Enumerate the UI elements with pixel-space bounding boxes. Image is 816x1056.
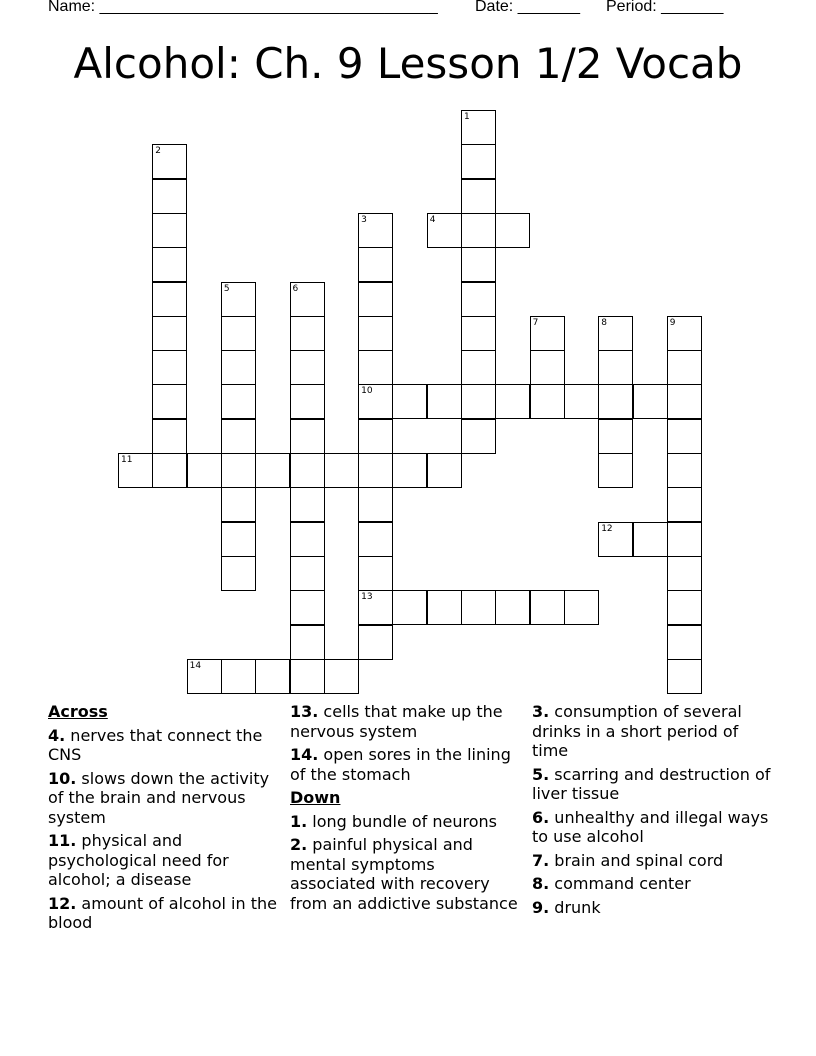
crossword-cell[interactable] bbox=[290, 522, 325, 557]
crossword-cell[interactable] bbox=[358, 350, 393, 385]
crossword-cell[interactable] bbox=[667, 487, 702, 522]
clue-across-14: 14. open sores in the lining of the stomach bbox=[290, 745, 511, 784]
crossword-cell[interactable] bbox=[358, 556, 393, 591]
clue-number: 8 bbox=[601, 317, 607, 328]
crossword-cell[interactable] bbox=[152, 419, 187, 454]
clue-number: 1 bbox=[464, 112, 470, 122]
crossword-cell[interactable] bbox=[358, 213, 393, 248]
crossword-cell[interactable] bbox=[187, 659, 222, 694]
crossword-cell[interactable] bbox=[290, 350, 325, 385]
crossword-cell[interactable] bbox=[290, 384, 325, 419]
crossword-cell[interactable] bbox=[152, 316, 187, 351]
crossword-cell[interactable] bbox=[152, 144, 187, 179]
crossword-cell[interactable] bbox=[667, 384, 702, 419]
crossword-cell[interactable] bbox=[152, 282, 187, 317]
clue-number: 11 bbox=[121, 455, 133, 465]
crossword-cell[interactable] bbox=[358, 625, 393, 660]
crossword-cell[interactable] bbox=[667, 453, 702, 488]
crossword-cell[interactable] bbox=[358, 453, 393, 488]
clue-number: 12 bbox=[601, 523, 613, 534]
crossword-cell[interactable] bbox=[461, 247, 496, 282]
crossword-cell[interactable] bbox=[152, 213, 187, 248]
crossword-cell[interactable] bbox=[461, 213, 496, 248]
clue-across-13: 13. cells that make up the nervous system bbox=[290, 702, 503, 741]
clue-down-9: 9. drunk bbox=[532, 897, 601, 917]
crossword-cell[interactable] bbox=[358, 316, 393, 351]
period-field[interactable]: Period: _______ bbox=[606, 0, 724, 15]
clue-number: 4 bbox=[429, 214, 436, 225]
crossword-cell[interactable] bbox=[290, 453, 325, 488]
crossword-cell[interactable] bbox=[598, 384, 633, 419]
crossword-cell[interactable] bbox=[290, 316, 325, 351]
down-heading: Down bbox=[290, 788, 341, 807]
crossword-cell[interactable] bbox=[427, 453, 462, 488]
clue-number: 13 bbox=[361, 592, 373, 603]
clues-column-3 bbox=[532, 702, 772, 921]
crossword-cell[interactable] bbox=[667, 659, 702, 694]
clue-number: 14 bbox=[189, 660, 202, 671]
crossword-cell[interactable] bbox=[530, 384, 565, 419]
crossword-cell[interactable] bbox=[358, 384, 393, 419]
clue-across-4: 4. nerves that connect the CNS bbox=[48, 725, 263, 764]
crossword-cell[interactable] bbox=[427, 213, 462, 248]
crossword-cell[interactable] bbox=[598, 350, 633, 385]
across-heading: Across bbox=[48, 702, 108, 721]
clue-down-6: 6. unhealthy and illegal ways to use alcohol bbox=[532, 807, 769, 846]
crossword-cell[interactable] bbox=[461, 179, 496, 214]
crossword-cell[interactable] bbox=[598, 453, 633, 488]
clue-down-2: 2. painful physical and mental symptoms associated with recovery from an addictive substance bbox=[290, 835, 518, 913]
name-field[interactable]: Name: ______________________________________ bbox=[48, 0, 438, 15]
clue-number: 7 bbox=[532, 317, 539, 328]
clue-down-8: 8. command center bbox=[532, 874, 691, 893]
crossword-cell[interactable] bbox=[564, 384, 599, 419]
crossword-cell[interactable] bbox=[564, 590, 599, 625]
crossword-cell[interactable] bbox=[221, 487, 256, 522]
crossword-cell[interactable] bbox=[427, 590, 462, 625]
crossword-cell[interactable] bbox=[667, 522, 702, 557]
clue-number: 2 bbox=[155, 146, 162, 157]
crossword-cell[interactable] bbox=[358, 419, 393, 454]
crossword-cell[interactable] bbox=[221, 350, 256, 385]
crossword-cell[interactable] bbox=[152, 247, 187, 282]
crossword-cell[interactable] bbox=[495, 384, 530, 419]
crossword-cell[interactable] bbox=[152, 384, 187, 419]
crossword-cell[interactable] bbox=[598, 419, 633, 454]
clue-number: 5 bbox=[223, 283, 230, 294]
crossword-cell[interactable] bbox=[461, 282, 496, 317]
crossword-cell[interactable] bbox=[255, 659, 290, 694]
crossword-cell[interactable] bbox=[598, 316, 633, 351]
crossword-cell[interactable] bbox=[290, 419, 325, 454]
crossword-cell[interactable] bbox=[667, 625, 702, 660]
crossword-cell[interactable] bbox=[358, 522, 393, 557]
clue-number: 10 bbox=[361, 386, 373, 397]
crossword-cell[interactable] bbox=[290, 590, 325, 625]
crossword-cell[interactable] bbox=[290, 659, 325, 694]
crossword-cell[interactable] bbox=[324, 659, 359, 694]
clue-number: 3 bbox=[361, 214, 367, 225]
crossword-cell[interactable] bbox=[633, 384, 668, 419]
crossword-cell[interactable] bbox=[358, 247, 393, 282]
crossword-cell[interactable] bbox=[358, 487, 393, 522]
crossword-cell[interactable] bbox=[152, 179, 187, 214]
clue-down-5: 5. scarring and destruction of liver tissue bbox=[532, 764, 771, 803]
crossword-cell[interactable] bbox=[461, 384, 496, 419]
crossword-cell[interactable] bbox=[221, 316, 256, 351]
crossword-cell[interactable] bbox=[667, 590, 702, 625]
clue-number: 6 bbox=[292, 283, 299, 294]
crossword-cell[interactable] bbox=[255, 453, 290, 488]
clues-column-1 bbox=[48, 702, 280, 937]
crossword-cell[interactable] bbox=[290, 282, 325, 317]
page-title: Alcohol: Ch. 9 Lesson 1/2 Vocab bbox=[73, 39, 743, 88]
crossword-cell[interactable] bbox=[290, 625, 325, 660]
crossword-cell[interactable] bbox=[290, 487, 325, 522]
clue-across-12: 12. amount of alcohol in the blood bbox=[48, 893, 277, 932]
crossword-cell[interactable] bbox=[530, 590, 565, 625]
crossword-cell[interactable] bbox=[187, 453, 222, 488]
crossword-cell[interactable] bbox=[221, 282, 256, 317]
crossword-cell[interactable] bbox=[324, 453, 359, 488]
crossword-cell[interactable] bbox=[221, 384, 256, 419]
crossword-cell[interactable] bbox=[221, 419, 256, 454]
crossword-cell[interactable] bbox=[152, 350, 187, 385]
crossword-cell[interactable] bbox=[152, 453, 187, 488]
crossword-cell[interactable] bbox=[290, 556, 325, 591]
crossword-cell[interactable] bbox=[461, 350, 496, 385]
crossword-cell[interactable] bbox=[427, 384, 462, 419]
crossword-cell[interactable] bbox=[392, 453, 427, 488]
crossword-cell[interactable] bbox=[221, 556, 256, 591]
crossword-cell[interactable] bbox=[495, 590, 530, 625]
crossword-cell[interactable] bbox=[461, 144, 496, 179]
crossword-cell[interactable] bbox=[461, 419, 496, 454]
clue-across-11: 11. physical and psychological need for alcohol; a disease bbox=[48, 831, 229, 889]
crossword-cell[interactable] bbox=[667, 419, 702, 454]
crossword-cell[interactable] bbox=[667, 556, 702, 591]
crossword-cell[interactable] bbox=[221, 453, 256, 488]
crossword-cell[interactable] bbox=[530, 316, 565, 351]
clues-column-2 bbox=[290, 702, 522, 917]
date-field[interactable]: Date: _______ bbox=[475, 0, 580, 15]
clue-down-3: 3. consumption of several drinks in a short period of time bbox=[532, 702, 742, 760]
crossword-cell[interactable] bbox=[118, 453, 153, 488]
crossword-cell[interactable] bbox=[461, 316, 496, 351]
clue-down-1: 1. long bundle of neurons bbox=[290, 811, 498, 831]
crossword-cell[interactable] bbox=[461, 590, 496, 625]
crossword-cell[interactable] bbox=[633, 522, 668, 557]
clue-down-7: 7. brain and spinal cord bbox=[532, 850, 724, 870]
crossword-cell[interactable] bbox=[667, 350, 702, 385]
clue-number: 9 bbox=[669, 317, 676, 328]
crossword-cell[interactable] bbox=[598, 522, 633, 557]
crossword-cell[interactable] bbox=[495, 213, 530, 248]
crossword-cell[interactable] bbox=[358, 282, 393, 317]
crossword-cell[interactable] bbox=[221, 659, 256, 694]
header-fields bbox=[48, 0, 768, 20]
crossword-cell[interactable] bbox=[221, 522, 256, 557]
crossword-cell[interactable] bbox=[358, 590, 393, 625]
clue-across-10: 10. slows down the activity of the brain and nervous system bbox=[48, 768, 270, 827]
crossword-cell[interactable] bbox=[392, 384, 427, 419]
crossword-cell[interactable] bbox=[461, 110, 496, 145]
crossword-cell[interactable] bbox=[392, 590, 427, 625]
crossword-cell[interactable] bbox=[667, 316, 702, 351]
crossword-cell[interactable] bbox=[530, 350, 565, 385]
